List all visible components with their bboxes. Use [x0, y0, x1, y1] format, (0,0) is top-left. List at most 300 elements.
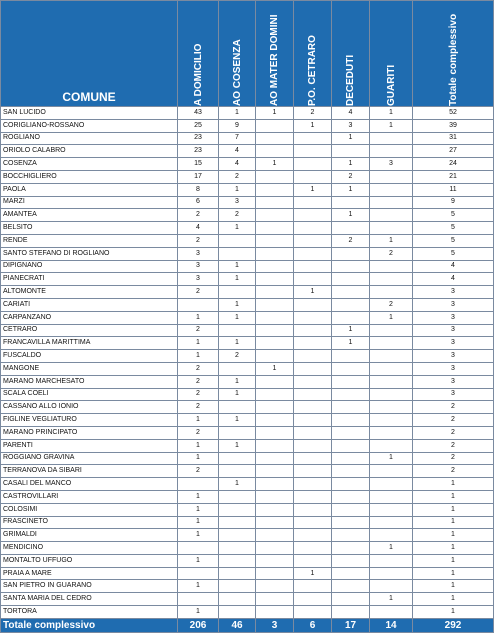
cell-value: 2 — [370, 247, 413, 260]
cell-value: 3 — [413, 362, 494, 375]
cell-value — [294, 452, 332, 465]
cell-value — [370, 324, 413, 337]
cell-value — [219, 234, 256, 247]
cell-value — [294, 196, 332, 209]
table-row — [1, 273, 494, 286]
cell-value: 21 — [413, 170, 494, 183]
table-row — [1, 311, 494, 324]
cell-value: 1 — [219, 183, 256, 196]
cell-value: 4 — [219, 145, 256, 158]
column-header — [219, 1, 256, 107]
cell-value: 3 — [413, 298, 494, 311]
cell-value — [256, 196, 294, 209]
cell-value: 1 — [294, 119, 332, 132]
cell-value — [256, 234, 294, 247]
cell-value: 1 — [370, 593, 413, 606]
cell-value: 3 — [413, 375, 494, 388]
cell-value — [332, 298, 370, 311]
comune-name: COSENZA — [1, 158, 178, 171]
cell-value — [370, 516, 413, 529]
cell-value: 1 — [219, 260, 256, 273]
cell-value: 2 — [219, 170, 256, 183]
cell-value: 1 — [294, 567, 332, 580]
cell-value: 3 — [413, 311, 494, 324]
header-row — [1, 1, 494, 107]
comune-name: BELSITO — [1, 222, 178, 235]
cell-value: 2 — [178, 362, 219, 375]
comune-name: FRASCINETO — [1, 516, 178, 529]
cell-value: 3 — [370, 158, 413, 171]
table-row — [1, 452, 494, 465]
cell-value: 2 — [178, 401, 219, 414]
cell-value — [256, 337, 294, 350]
cell-value — [370, 222, 413, 235]
cell-value: 1 — [413, 542, 494, 555]
cell-value: 4 — [413, 273, 494, 286]
table-row — [1, 439, 494, 452]
cell-value: 2 — [370, 298, 413, 311]
cell-value: 2 — [413, 439, 494, 452]
cell-value: 2 — [178, 426, 219, 439]
cell-value — [219, 503, 256, 516]
comune-name: SAN PIETRO IN GUARANO — [1, 580, 178, 593]
cell-value: 15 — [178, 158, 219, 171]
cell-value: 3 — [413, 324, 494, 337]
cell-value — [178, 298, 219, 311]
cell-value — [256, 490, 294, 503]
cell-value — [294, 503, 332, 516]
total-value: 3 — [256, 618, 294, 632]
comune-name: TORTORA — [1, 606, 178, 619]
cell-value — [370, 132, 413, 145]
cell-value — [178, 567, 219, 580]
comune-name: ORIOLO CALABRO — [1, 145, 178, 158]
comune-name: PIANECRATI — [1, 273, 178, 286]
cell-value — [294, 478, 332, 491]
cell-value — [294, 580, 332, 593]
cell-value: 2 — [178, 209, 219, 222]
table-row — [1, 324, 494, 337]
table-row — [1, 567, 494, 580]
cell-value — [370, 170, 413, 183]
cell-value — [294, 465, 332, 478]
table-row — [1, 145, 494, 158]
total-value: 206 — [178, 618, 219, 632]
cell-value: 9 — [413, 196, 494, 209]
cell-value — [332, 286, 370, 299]
cell-value: 27 — [413, 145, 494, 158]
column-header — [178, 1, 219, 107]
cell-value: 1 — [178, 452, 219, 465]
total-value: 292 — [413, 618, 494, 632]
cell-value — [256, 593, 294, 606]
cell-value — [256, 119, 294, 132]
cell-value — [370, 567, 413, 580]
cell-value — [256, 311, 294, 324]
cell-value — [370, 350, 413, 363]
comune-name: ROGLIANO — [1, 132, 178, 145]
cell-value — [294, 145, 332, 158]
cell-value — [219, 580, 256, 593]
cell-value — [370, 260, 413, 273]
cell-value — [332, 490, 370, 503]
cell-value: 2 — [413, 465, 494, 478]
total-row — [1, 618, 494, 632]
cell-value: 1 — [332, 158, 370, 171]
cell-value — [332, 196, 370, 209]
cell-value — [256, 503, 294, 516]
table-row — [1, 401, 494, 414]
cell-value: 39 — [413, 119, 494, 132]
cell-value — [256, 401, 294, 414]
cell-value — [370, 183, 413, 196]
cell-value — [370, 580, 413, 593]
cell-value — [332, 273, 370, 286]
cell-value: 4 — [219, 158, 256, 171]
cell-value — [294, 260, 332, 273]
cell-value — [294, 439, 332, 452]
cell-value — [219, 286, 256, 299]
comune-name: FUSCALDO — [1, 350, 178, 363]
cell-value — [256, 439, 294, 452]
table-body — [1, 107, 494, 619]
cell-value — [256, 375, 294, 388]
cell-value: 1 — [178, 529, 219, 542]
table-row — [1, 298, 494, 311]
cell-value — [332, 247, 370, 260]
total-value: 14 — [370, 618, 413, 632]
cell-value — [332, 260, 370, 273]
table-row — [1, 426, 494, 439]
cell-value — [294, 516, 332, 529]
table-row — [1, 465, 494, 478]
comune-name: CORIGLIANO-ROSSANO — [1, 119, 178, 132]
cell-value — [370, 401, 413, 414]
cell-value — [256, 298, 294, 311]
cell-value: 5 — [413, 234, 494, 247]
cell-value — [370, 337, 413, 350]
cell-value — [219, 490, 256, 503]
cell-value: 1 — [413, 593, 494, 606]
comune-name: CASSANO ALLO IONIO — [1, 401, 178, 414]
table-footer — [1, 618, 494, 632]
cell-value — [332, 375, 370, 388]
comune-name: GRIMALDI — [1, 529, 178, 542]
total-value: 6 — [294, 618, 332, 632]
cell-value — [256, 324, 294, 337]
cell-value — [294, 375, 332, 388]
cell-value — [294, 350, 332, 363]
comune-name: FIGLINE VEGLIATURO — [1, 414, 178, 427]
cell-value: 1 — [332, 183, 370, 196]
comune-name: AMANTEA — [1, 209, 178, 222]
cell-value: 2 — [178, 234, 219, 247]
cell-value: 1 — [332, 337, 370, 350]
table-row — [1, 516, 494, 529]
table-row — [1, 388, 494, 401]
table-row — [1, 593, 494, 606]
table-row — [1, 606, 494, 619]
comune-name: CARIATI — [1, 298, 178, 311]
total-value: 17 — [332, 618, 370, 632]
cell-value — [332, 350, 370, 363]
comune-name: PAOLA — [1, 183, 178, 196]
comune-name: ALTOMONTE — [1, 286, 178, 299]
column-header-label: AO MATER DOMINI — [269, 14, 280, 106]
cell-value: 1 — [178, 337, 219, 350]
cell-value: 1 — [219, 439, 256, 452]
cell-value — [332, 452, 370, 465]
cell-value: 1 — [219, 375, 256, 388]
comune-name: CASTROVILLARI — [1, 490, 178, 503]
cell-value: 3 — [413, 337, 494, 350]
cell-value — [294, 362, 332, 375]
comune-name: PARENTI — [1, 439, 178, 452]
cell-value: 1 — [332, 324, 370, 337]
cell-value — [219, 516, 256, 529]
cell-value: 1 — [178, 414, 219, 427]
cell-value — [256, 132, 294, 145]
cell-value — [370, 414, 413, 427]
cell-value — [219, 567, 256, 580]
cell-value — [219, 426, 256, 439]
table-row — [1, 542, 494, 555]
cell-value: 3 — [332, 119, 370, 132]
table-row — [1, 337, 494, 350]
cell-value — [332, 593, 370, 606]
cell-value: 1 — [219, 337, 256, 350]
cell-value: 2 — [178, 375, 219, 388]
table-row — [1, 286, 494, 299]
comune-name: SANTA MARIA DEL CEDRO — [1, 593, 178, 606]
comune-name: MARANO MARCHESATO — [1, 375, 178, 388]
cell-value: 5 — [413, 222, 494, 235]
cell-value — [256, 222, 294, 235]
column-header-label: AO COSENZA — [231, 39, 243, 106]
comune-name: CARPANZANO — [1, 311, 178, 324]
column-header-label: DECEDUTI — [345, 54, 356, 106]
cell-value — [256, 286, 294, 299]
cell-value — [370, 439, 413, 452]
cell-value — [256, 426, 294, 439]
cell-value: 1 — [178, 490, 219, 503]
cell-value — [370, 362, 413, 375]
cell-value: 1 — [256, 158, 294, 171]
cell-value — [256, 209, 294, 222]
cell-value — [332, 414, 370, 427]
cell-value: 31 — [413, 132, 494, 145]
table-row — [1, 375, 494, 388]
cell-value — [219, 362, 256, 375]
table-row — [1, 490, 494, 503]
table-row — [1, 132, 494, 145]
cell-value — [219, 324, 256, 337]
cell-value — [332, 362, 370, 375]
comune-name: MARZI — [1, 196, 178, 209]
cell-value: 2 — [178, 465, 219, 478]
table-row — [1, 170, 494, 183]
cell-value: 25 — [178, 119, 219, 132]
cell-value — [294, 388, 332, 401]
cell-value — [256, 542, 294, 555]
cell-value: 1 — [294, 183, 332, 196]
cell-value: 1 — [370, 542, 413, 555]
table-header — [1, 1, 494, 107]
column-header-comune: COMUNE — [1, 1, 178, 107]
column-header — [413, 1, 494, 107]
table-row — [1, 209, 494, 222]
cell-value — [256, 145, 294, 158]
cell-value: 7 — [219, 132, 256, 145]
cell-value: 1 — [413, 478, 494, 491]
cell-value — [219, 452, 256, 465]
comune-name: SAN LUCIDO — [1, 107, 178, 120]
cell-value: 1 — [413, 516, 494, 529]
cell-value — [294, 247, 332, 260]
cell-value — [256, 350, 294, 363]
cell-value — [294, 529, 332, 542]
column-header — [370, 1, 413, 107]
cell-value: 1 — [178, 580, 219, 593]
cell-value — [256, 452, 294, 465]
cell-value: 2 — [178, 388, 219, 401]
table-row — [1, 580, 494, 593]
cell-value — [332, 606, 370, 619]
comune-name: MENDICINO — [1, 542, 178, 555]
cell-value — [332, 516, 370, 529]
cell-value — [294, 222, 332, 235]
cell-value: 2 — [413, 401, 494, 414]
column-header-label: P.O. CETRARO — [307, 35, 318, 106]
cell-value: 52 — [413, 107, 494, 120]
cell-value: 43 — [178, 107, 219, 120]
cell-value — [332, 567, 370, 580]
cell-value — [294, 311, 332, 324]
cell-value — [370, 273, 413, 286]
cell-value — [256, 247, 294, 260]
comune-name: SANTO STEFANO DI ROGLIANO — [1, 247, 178, 260]
cell-value: 11 — [413, 183, 494, 196]
cell-value — [294, 298, 332, 311]
cell-value: 3 — [413, 388, 494, 401]
cell-value: 1 — [219, 107, 256, 120]
column-header-label: GUARITI — [385, 64, 397, 106]
cell-value — [332, 145, 370, 158]
cell-value: 8 — [178, 183, 219, 196]
cell-value: 1 — [219, 478, 256, 491]
column-header — [294, 1, 332, 107]
cell-value — [219, 593, 256, 606]
cell-value: 2 — [332, 170, 370, 183]
cell-value: 1 — [178, 606, 219, 619]
column-header — [256, 1, 294, 107]
cell-value: 1 — [370, 452, 413, 465]
table-row — [1, 247, 494, 260]
cell-value: 3 — [178, 273, 219, 286]
comune-name: COLOSIMI — [1, 503, 178, 516]
cell-value — [294, 234, 332, 247]
cell-value — [370, 286, 413, 299]
cell-value: 2 — [178, 324, 219, 337]
cell-value — [332, 388, 370, 401]
comune-name: MONTALTO UFFUGO — [1, 554, 178, 567]
cell-value: 1 — [178, 439, 219, 452]
cell-value: 3 — [413, 350, 494, 363]
cell-value: 1 — [332, 132, 370, 145]
table-row — [1, 234, 494, 247]
cell-value — [294, 158, 332, 171]
cell-value: 2 — [332, 234, 370, 247]
cell-value — [370, 554, 413, 567]
cell-value: 2 — [178, 286, 219, 299]
cell-value: 1 — [413, 503, 494, 516]
cell-value — [219, 401, 256, 414]
cell-value: 1 — [178, 311, 219, 324]
cell-value — [178, 542, 219, 555]
cell-value: 5 — [413, 209, 494, 222]
table-row — [1, 554, 494, 567]
cell-value: 1 — [219, 311, 256, 324]
cell-value — [332, 554, 370, 567]
cell-value — [294, 170, 332, 183]
cell-value — [219, 606, 256, 619]
cell-value: 2 — [294, 107, 332, 120]
cell-value: 1 — [178, 503, 219, 516]
comune-name: CASALI DEL MANCO — [1, 478, 178, 491]
table-row — [1, 529, 494, 542]
cell-value — [294, 542, 332, 555]
cell-value: 9 — [219, 119, 256, 132]
cell-value — [294, 324, 332, 337]
table-row — [1, 183, 494, 196]
cell-value — [256, 388, 294, 401]
cell-value: 1 — [219, 222, 256, 235]
cell-value: 4 — [178, 222, 219, 235]
cell-value: 17 — [178, 170, 219, 183]
table-row — [1, 158, 494, 171]
comune-name: CETRARO — [1, 324, 178, 337]
comune-name: DIPIGNANO — [1, 260, 178, 273]
cell-value: 1 — [413, 567, 494, 580]
table-row — [1, 414, 494, 427]
cell-value: 1 — [178, 516, 219, 529]
column-header-label: Totale complessivo — [447, 13, 459, 106]
cell-value — [332, 222, 370, 235]
cell-value — [370, 375, 413, 388]
cell-value — [332, 465, 370, 478]
cell-value — [332, 311, 370, 324]
cell-value: 2 — [219, 209, 256, 222]
cell-value — [294, 554, 332, 567]
cell-value: 1 — [332, 209, 370, 222]
cell-value: 1 — [219, 414, 256, 427]
cell-value — [370, 209, 413, 222]
cell-value: 1 — [413, 606, 494, 619]
cell-value — [332, 478, 370, 491]
cell-value — [294, 490, 332, 503]
cell-value — [256, 260, 294, 273]
cell-value — [294, 401, 332, 414]
cell-value — [332, 580, 370, 593]
cell-value: 23 — [178, 132, 219, 145]
comune-name: RENDE — [1, 234, 178, 247]
cell-value — [370, 503, 413, 516]
cell-value: 24 — [413, 158, 494, 171]
cell-value: 1 — [413, 580, 494, 593]
comune-name: MARANO PRINCIPATO — [1, 426, 178, 439]
cell-value — [219, 465, 256, 478]
cell-value: 2 — [413, 414, 494, 427]
